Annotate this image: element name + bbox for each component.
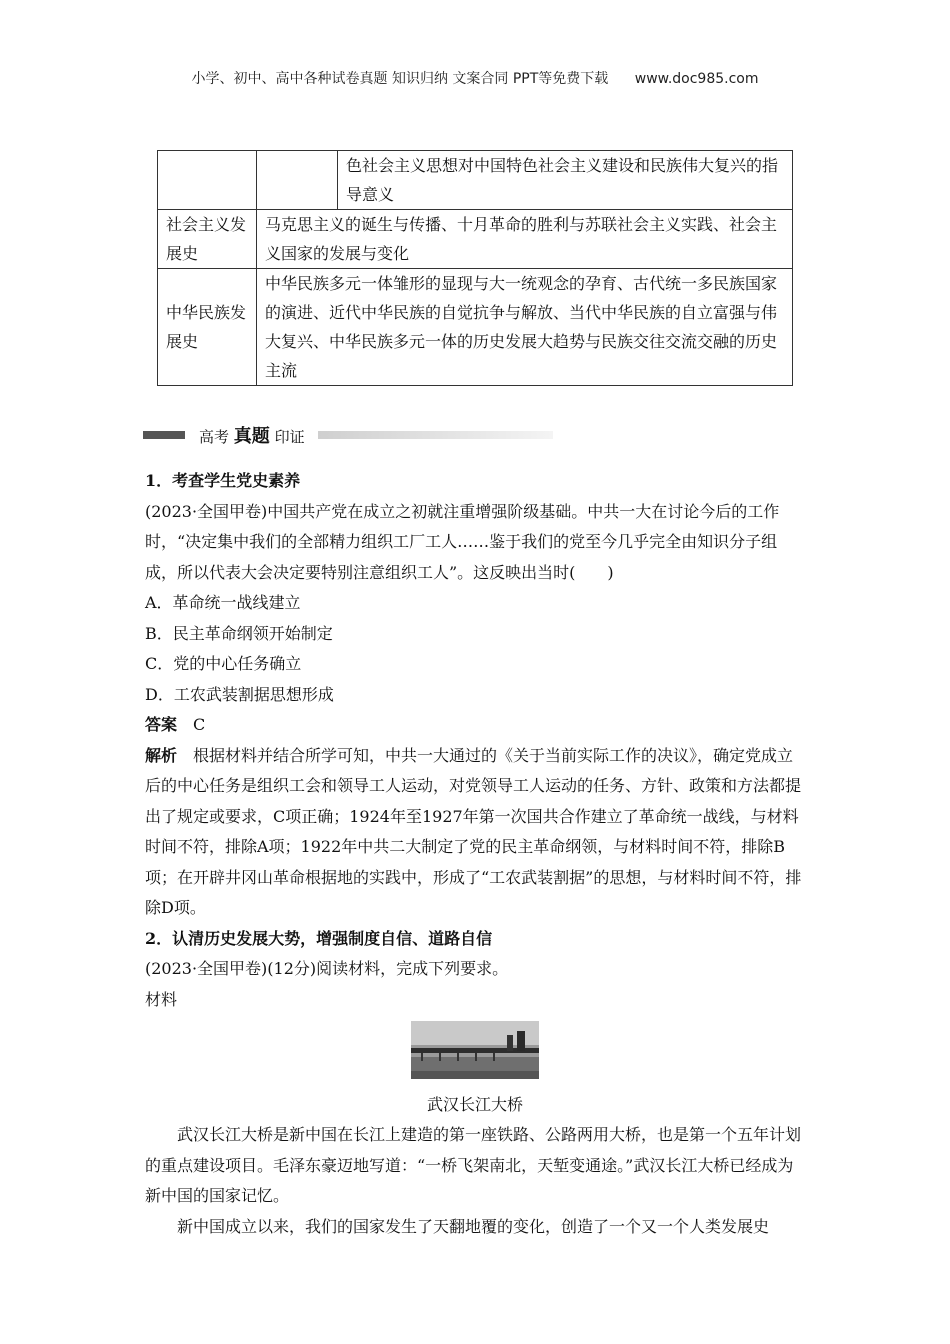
q1-answer <box>145 710 805 741</box>
table-cell <box>257 151 338 210</box>
q2-material-label: 材料 <box>145 989 178 1009</box>
banner-pre: 高考 <box>199 428 230 446</box>
q1-analysis <box>145 741 805 924</box>
q1-option-b: B．民主革命纲领开始制定 <box>145 623 333 643</box>
q1-option-c: C．党的中心任务确立 <box>145 654 302 673</box>
table-row <box>158 269 793 386</box>
table-cell <box>158 151 257 210</box>
banner-title <box>199 422 305 448</box>
photo-wrap <box>145 1021 805 1090</box>
answer-label: 答案 <box>145 715 178 734</box>
analysis-label: 解析 <box>145 745 178 765</box>
table-cell: 中华民族发展史 <box>158 269 257 386</box>
table-cell: 中华民族多元一体雏形的显现与大一统观念的孕育、古代统一多民族国家的演进、近代中华民族的自觉抗争与解放、当代中华民族的自立富强与伟大复兴、中华民族多元一体的历史发展大趋势与民族交往交流交融的历史主流 <box>257 269 793 386</box>
q2-title: 2．认清历史发展大势，增强制度自信、道路自信 <box>145 928 493 948</box>
header-url[interactable]: www.doc985.com <box>634 71 759 87</box>
q2-stem: (2023·全国甲卷)(12分)阅读材料，完成下列要求。 <box>145 959 509 978</box>
q1-option-a: A．革命统一战线建立 <box>145 593 301 612</box>
table-cell: 马克思主义的诞生与传播、十月革命的胜利与苏联社会主义实践、社会主义国家的发展与变化 <box>257 210 793 269</box>
banner-bar-dark <box>143 431 185 439</box>
table-row <box>158 151 793 210</box>
analysis-text: 根据材料并结合所学可知，中共一大通过的《关于当前实际工作的决议》，确定党成立后的中心任务是组织工会和领导工人运动，对党领导工人运动的任务、方针、政策和方法都提出了规定或要求，C项正确；1924年至1927年第一次国共合作建立了革命统一战线，与材料时间不符，排除A项；1922年中共二大制定了党的民主革命纲领，与材料时间不符，排除B项；在开辟井冈山革命根据地的实践中，形成了“工农武装割据”的思想，与材料时间不符，排除D项。 <box>145 745 802 917</box>
page-header <box>0 68 950 88</box>
banner-post: 印证 <box>274 428 305 446</box>
q1-title: 1．考查学生党史素养 <box>145 471 301 490</box>
q2-paragraph-2: 新中国成立以来，我们的国家发生了天翻地覆的变化，创造了一个又一个人类发展史 <box>177 1216 770 1236</box>
table-cell: 色社会主义思想对中国特色社会主义建设和民族伟大复兴的指导意义 <box>338 151 793 210</box>
table-cell: 社会主义发展史 <box>158 210 257 269</box>
summary-table <box>157 150 793 386</box>
main-content <box>145 466 805 1242</box>
header-text: 小学、初中、高中各种试卷真题 知识归纳 文案合同 PPT等免费下载 <box>191 71 609 87</box>
bridge-photo <box>411 1021 539 1079</box>
banner-main: 真题 <box>233 426 270 447</box>
banner-bar-light <box>318 431 553 439</box>
q1-option-d: D．工农武装割据思想形成 <box>145 684 334 704</box>
answer-value: C <box>193 715 206 734</box>
q1-stem: (2023·全国甲卷)中国共产党在成立之初就注重增强阶级基础。中共一大在讨论今后的工作时，“决定集中我们的全部精力组织工厂工人……鉴于我们的党至今几乎完全由知识分子组成，所以代表大会决定要特别注意组织工人”。这反映出当时( ) <box>145 501 780 582</box>
q2-paragraph-1: 武汉长江大桥是新中国在长江上建造的第一座铁路、公路两用大桥，也是第一个五年计划的重点建设项目。毛泽东豪迈地写道：“一桥飞架南北，天堑变通途。”武汉长江大桥已经成为新中国的国家记忆。 <box>145 1125 802 1205</box>
photo-caption: 武汉长江大桥 <box>426 1094 523 1114</box>
section-banner <box>143 410 553 450</box>
table-row <box>158 210 793 269</box>
